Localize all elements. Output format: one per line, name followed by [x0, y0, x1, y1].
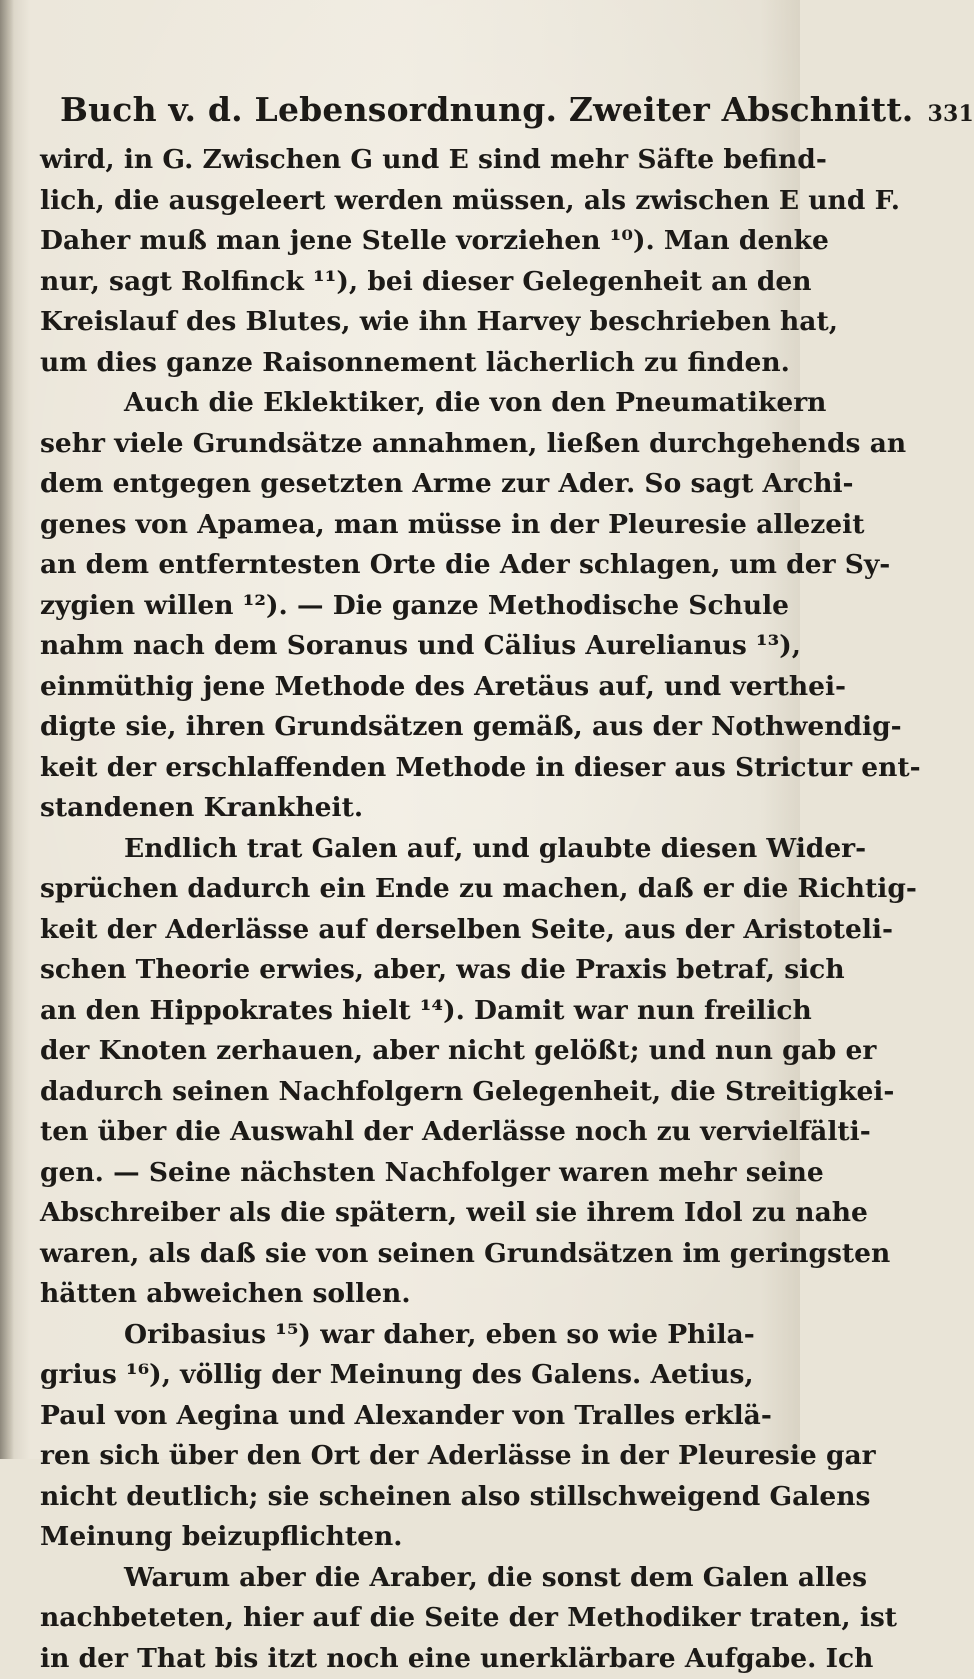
text-line: um dies ganze Raisonnement lächerlich zu finden.	[40, 343, 740, 384]
text-line: standenen Krankheit.	[40, 788, 740, 829]
text-line: Meinung beizupflichten.	[40, 1517, 740, 1558]
text-line: Warum aber die Araber, die sonst dem Galen alles	[40, 1558, 740, 1599]
text-line: digte sie, ihren Grundsätzen gemäß, aus der Nothwendig-	[40, 707, 740, 748]
text-line: grius ¹⁶), völlig der Meinung des Galens. Aetius,	[40, 1355, 740, 1396]
text-line: nachbeteten, hier auf die Seite der Methodiker traten, ist	[40, 1598, 740, 1639]
running-header	[60, 90, 720, 140]
text-line: wird, in G. Zwischen G und E sind mehr Säfte befind-	[40, 140, 740, 181]
body-text	[40, 140, 740, 1679]
text-line: sprüchen dadurch ein Ende zu machen, daß er die Richtig-	[40, 869, 740, 910]
text-line: hätten abweichen sollen.	[40, 1274, 740, 1315]
page-number: 331	[927, 101, 974, 127]
text-line: ten über die Auswahl der Aderlässe noch zu vervielfälti-	[40, 1112, 740, 1153]
text-line: an den Hippokrates hielt ¹⁴). Damit war nun freilich	[40, 991, 740, 1032]
text-line: der Knoten zerhauen, aber nicht gelößt; und nun gab er	[40, 1031, 740, 1072]
text-line: Daher muß man jene Stelle vorziehen ¹⁰). Man denke	[40, 221, 740, 262]
text-line: nicht deutlich; sie scheinen also stillschweigend Galens	[40, 1477, 740, 1518]
text-line: Abschreiber als die spätern, weil sie ihrem Idol zu nahe	[40, 1193, 740, 1234]
text-line: sehr viele Grundsätze annahmen, ließen durchgehends an	[40, 424, 740, 465]
text-line: ren sich über den Ort der Aderlässe in der Pleuresie gar	[40, 1436, 740, 1477]
text-line: Endlich trat Galen auf, und glaubte diesen Wider-	[40, 829, 740, 870]
book-binding-edge	[0, 0, 14, 1459]
text-line: an dem entferntesten Orte die Ader schlagen, um der Sy-	[40, 545, 740, 586]
text-line: keit der erschlaffenden Methode in dieser aus Strictur ent-	[40, 748, 740, 789]
text-line: einmüthig jene Methode des Aretäus auf, und verthei-	[40, 667, 740, 708]
text-line: in der That bis itzt noch eine unerklärbare Aufgabe. Ich	[40, 1639, 740, 1679]
text-line: genes von Apamea, man müsse in der Pleuresie allezeit	[40, 505, 740, 546]
text-line: Kreislauf des Blutes, wie ihn Harvey beschrieben hat,	[40, 302, 740, 343]
header-title: Buch v. d. Lebensordnung. Zweiter Abschnitt.	[60, 90, 913, 129]
text-line: Oribasius ¹⁵) war daher, eben so wie Phila-	[40, 1315, 740, 1356]
text-line: lich, die ausgeleert werden müssen, als zwischen E und F.	[40, 181, 740, 222]
text-line: schen Theorie erwies, aber, was die Praxis betraf, sich	[40, 950, 740, 991]
text-line: nur, sagt Rolfinck ¹¹), bei dieser Gelegenheit an den	[40, 262, 740, 303]
text-line: Paul von Aegina und Alexander von Tralles erklä-	[40, 1396, 740, 1437]
text-line: zygien willen ¹²). — Die ganze Methodische Schule	[40, 586, 740, 627]
text-line: dem entgegen gesetzten Arme zur Ader. So sagt Archi-	[40, 464, 740, 505]
text-line: Auch die Eklektiker, die von den Pneumatikern	[40, 383, 740, 424]
text-line: keit der Aderlässe auf derselben Seite, aus der Aristoteli-	[40, 910, 740, 951]
text-line: nahm nach dem Soranus und Cälius Aurelianus ¹³),	[40, 626, 740, 667]
text-line: gen. — Seine nächsten Nachfolger waren mehr seine	[40, 1153, 740, 1194]
text-line: dadurch seinen Nachfolgern Gelegenheit, die Streitigkei-	[40, 1072, 740, 1113]
text-line: waren, als daß sie von seinen Grundsätzen im geringsten	[40, 1234, 740, 1275]
